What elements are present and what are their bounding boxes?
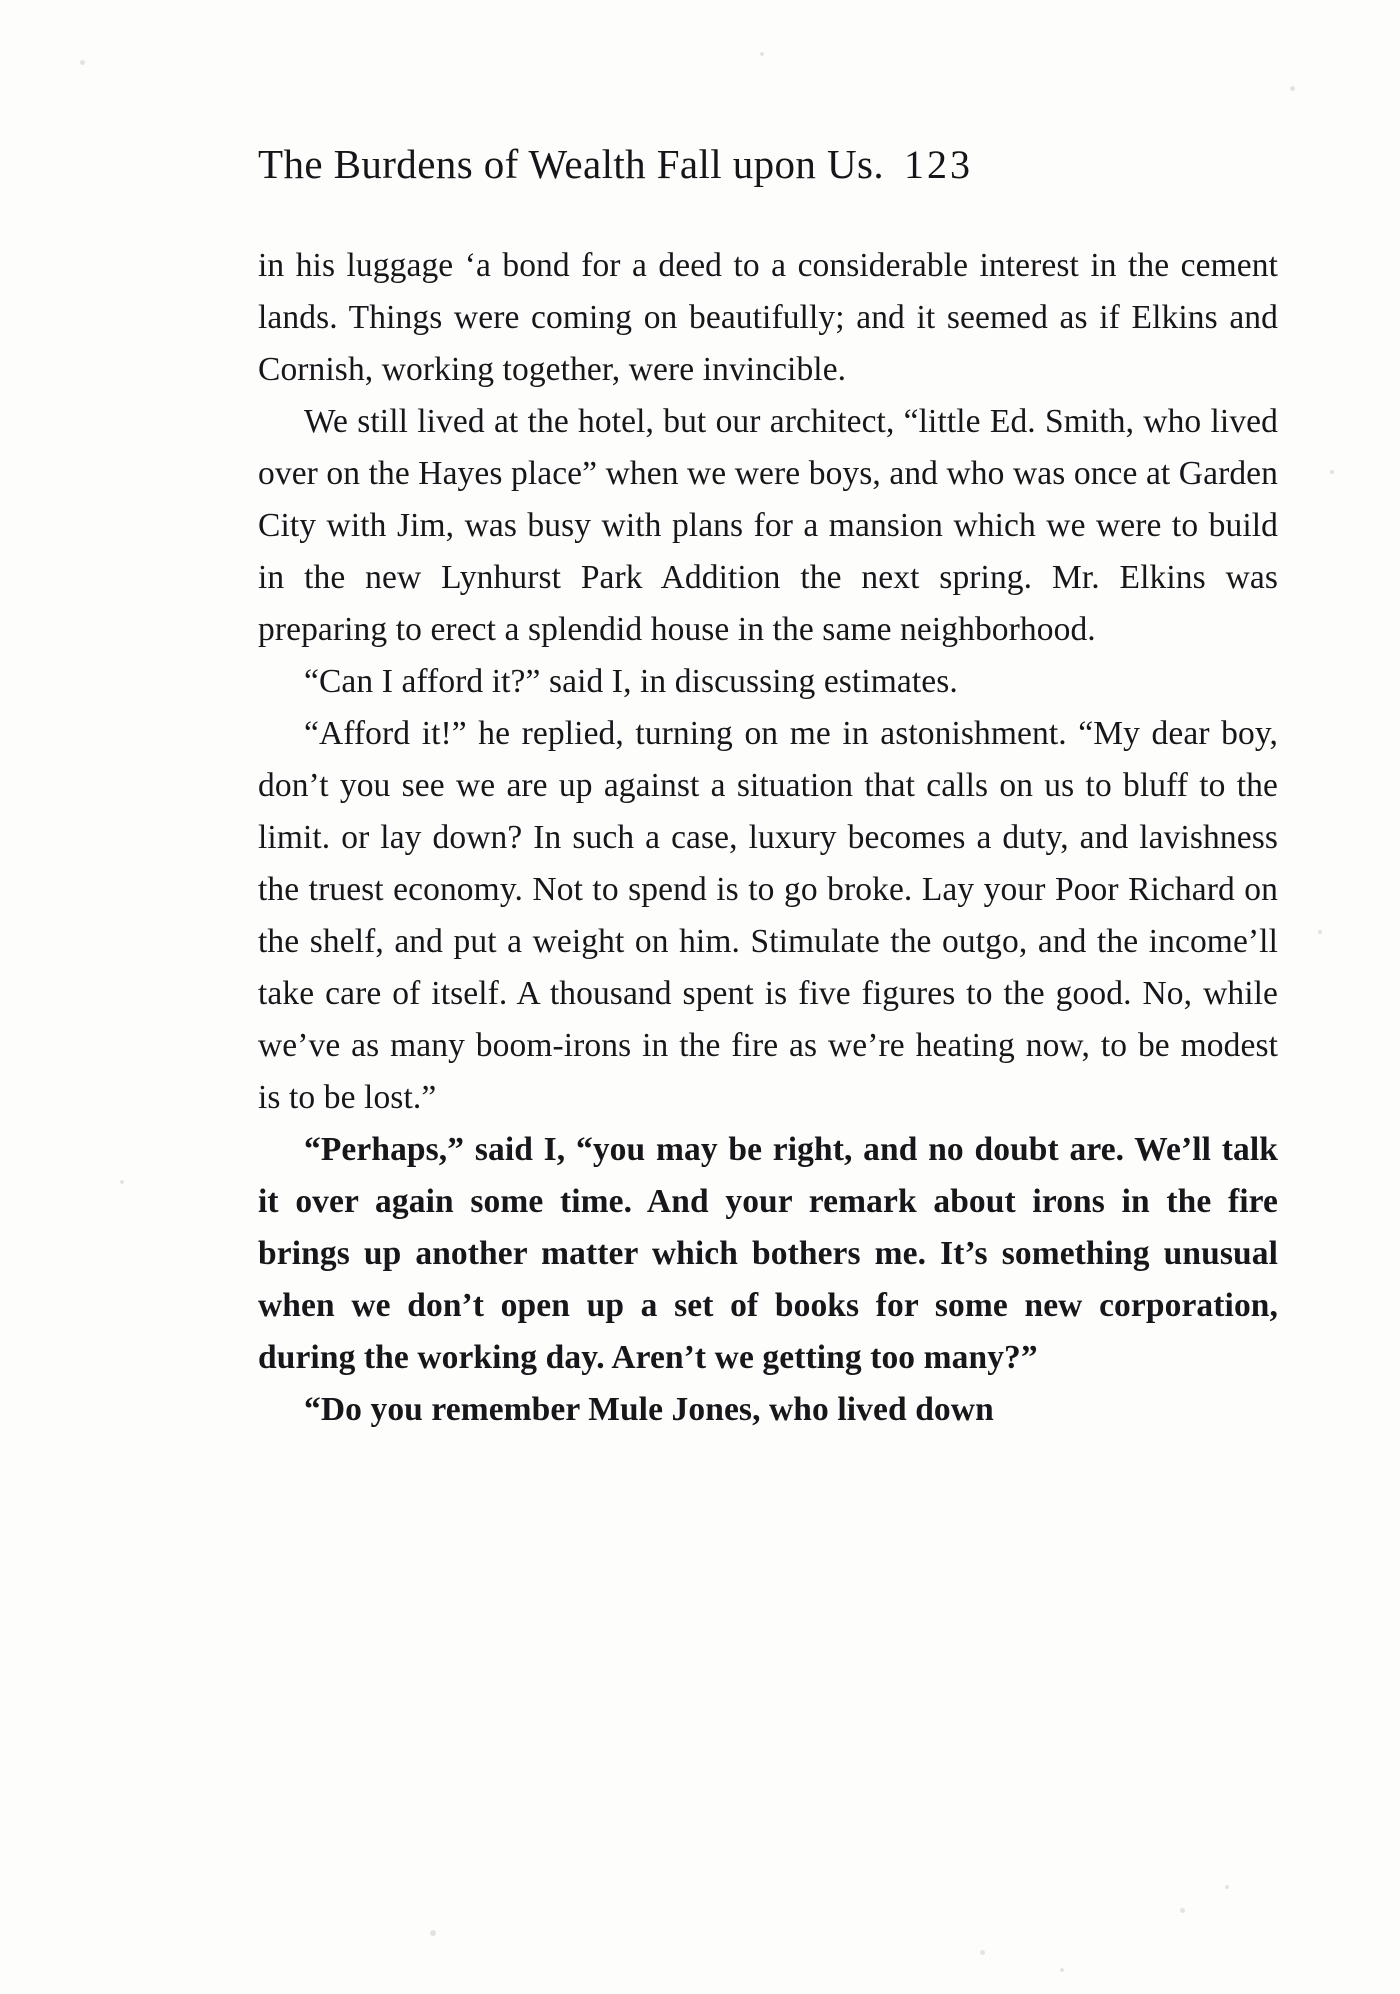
scan-speck [80, 60, 85, 65]
page-number: 123 [904, 142, 973, 187]
scan-speck [1318, 930, 1322, 934]
scan-speck [1330, 470, 1334, 474]
body-paragraph: in his luggage ‘a bond for a deed to a considerable interest in the cement lands. Things were coming on beautifully; and it seemed as if Elkins and Cornish, working together, were invincible. [258, 247, 1278, 388]
body-paragraph: “Do you remember Mule Jones, who lived down [304, 1391, 994, 1428]
running-head [258, 140, 1278, 188]
scan-speck [1225, 1885, 1229, 1889]
scan-speck [430, 1930, 436, 1936]
scan-speck [120, 1180, 124, 1184]
page-content [258, 140, 1278, 1436]
body-paragraph: We still lived at the hotel, but our architect, “little Ed. Smith, who lived over on the Hayes place” when we were boys, and who was once at Garden City with Jim, was busy with plans for a mansion which we were to build in the new Lynhurst Park Addition the next spring. Mr. Elkins was preparing to erect a splendid house in the same neighborhood. [258, 403, 1278, 648]
scan-speck [1180, 1908, 1185, 1913]
body-paragraph: “Perhaps,” said I, “you may be right, and no doubt are. We’ll talk it over again some time. And your remark about irons in the fire brings up another matter which bothers me. It’s something unusual when we don’t open up a set of books for some new corporation, during the working day. Aren’t we getting too many?” [258, 1131, 1278, 1376]
page-title: The Burdens of Wealth Fall upon Us. [258, 141, 884, 187]
body-paragraph: “Afford it!” he replied, turning on me in astonishment. “My dear boy, don’t you see we are up against a situation that calls on us to bluff to the limit. or lay down? In such a case, luxury becomes a duty, and lavishness the truest economy. Not to spend is to go broke. Lay your Poor Richard on the shelf, and put a weight on him. Stimulate the outgo, and the income’ll take care of itself. A thousand spent is five figures to the good. No, while we’ve as many boom-irons in the fire as we’re heating now, to be modest is to be lost.” [258, 715, 1278, 1116]
scan-speck [980, 1950, 985, 1955]
scan-speck [760, 52, 764, 56]
body-paragraph: “Can I afford it?” said I, in discussing estimates. [304, 663, 958, 700]
scan-speck [1290, 86, 1295, 91]
scan-speck [1060, 1968, 1064, 1972]
